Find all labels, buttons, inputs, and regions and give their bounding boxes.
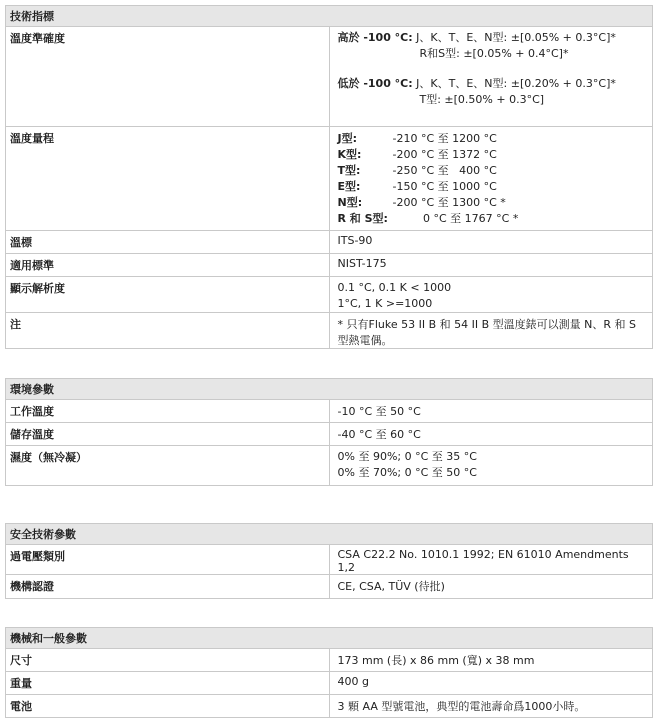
- row-value: CSA C22.2 No. 1010.1 1992; EN 61010 Amendments 1,2: [329, 545, 653, 575]
- row-value: -40 °C 至 60 °C: [329, 423, 653, 446]
- row-label: 儲存溫度: [6, 423, 330, 446]
- table-row: [6, 695, 653, 718]
- section-title: 機械和一般參數: [6, 628, 653, 649]
- tech-section: [5, 5, 653, 349]
- row-label: 工作溫度: [6, 400, 330, 423]
- table-row: [6, 27, 653, 127]
- table-row: [6, 446, 653, 486]
- row-value: NIST-175: [329, 254, 653, 277]
- row-label: 重量: [6, 672, 330, 695]
- table-row: [6, 313, 653, 349]
- resolution-value: 0.1 °C, 0.1 K < 1000 1°C, 1 K >=1000: [329, 277, 653, 313]
- mech-table: [5, 627, 653, 718]
- range-value: J型: -210 °C 至 1200 °C K型: -200 °C 至 1372 °C T型: -250 °C 至 400 °C E型: -150 °C 至 1000 °C N型: -200 °C 至 1300 °C * R 和 S型: 0 °C 至 1767 °C *: [329, 127, 653, 231]
- row-label: 機構認證: [6, 575, 330, 599]
- env-section: [5, 378, 653, 486]
- table-row: [6, 575, 653, 599]
- row-label: 適用標準: [6, 254, 330, 277]
- safety-table: [5, 523, 653, 599]
- section-title: 環境參數: [6, 379, 653, 400]
- tech-table: [5, 5, 653, 349]
- table-row: [6, 277, 653, 313]
- row-label: 注: [6, 313, 330, 349]
- table-row: [6, 254, 653, 277]
- table-row: [6, 400, 653, 423]
- row-label: 溫度準確度: [6, 27, 330, 127]
- row-label: 尺寸: [6, 649, 330, 672]
- accuracy-value: 高於 -100 °C: J、K、T、E、N型: ±[0.05% + 0.3°C]* R和S型: ±[0.05% + 0.4°C]* 低於 -100 °C: J、K、T、E、N型: ±[0.20% + 0.3°C]* T型: ±[0.50% + 0.3°C]: [329, 27, 653, 127]
- row-label: 溫標: [6, 231, 330, 254]
- note-value: * 只有Fluke 53 II B 和 54 II B 型溫度錶可以測量 N、R 和 S 型熱電偶。: [329, 313, 653, 349]
- row-value: ITS-90: [329, 231, 653, 254]
- section-title: 安全技術參數: [6, 524, 653, 545]
- row-value: 173 mm (長) x 86 mm (寬) x 38 mm: [329, 649, 653, 672]
- env-table: [5, 378, 653, 486]
- table-row: [6, 649, 653, 672]
- mech-section: [5, 627, 653, 718]
- row-label: 濕度（無冷凝）: [6, 446, 330, 486]
- row-value: CE, CSA, TÜV (待批): [329, 575, 653, 599]
- row-label: 電池: [6, 695, 330, 718]
- row-value: -10 °C 至 50 °C: [329, 400, 653, 423]
- section-title: 技術指標: [6, 6, 653, 27]
- table-row: [6, 672, 653, 695]
- row-value: 400 g: [329, 672, 653, 695]
- table-row: [6, 127, 653, 231]
- table-row: [6, 545, 653, 575]
- row-label: 過電壓類別: [6, 545, 330, 575]
- safety-section: [5, 523, 653, 599]
- row-label: 顯示解析度: [6, 277, 330, 313]
- table-row: [6, 231, 653, 254]
- humidity-value: 0% 至 90%; 0 °C 至 35 °C 0% 至 70%; 0 °C 至 50 °C: [329, 446, 653, 486]
- table-row: [6, 423, 653, 446]
- row-value: 3 顆 AA 型號電池，典型的電池壽命爲1000小時。: [329, 695, 653, 718]
- row-label: 溫度量程: [6, 127, 330, 231]
